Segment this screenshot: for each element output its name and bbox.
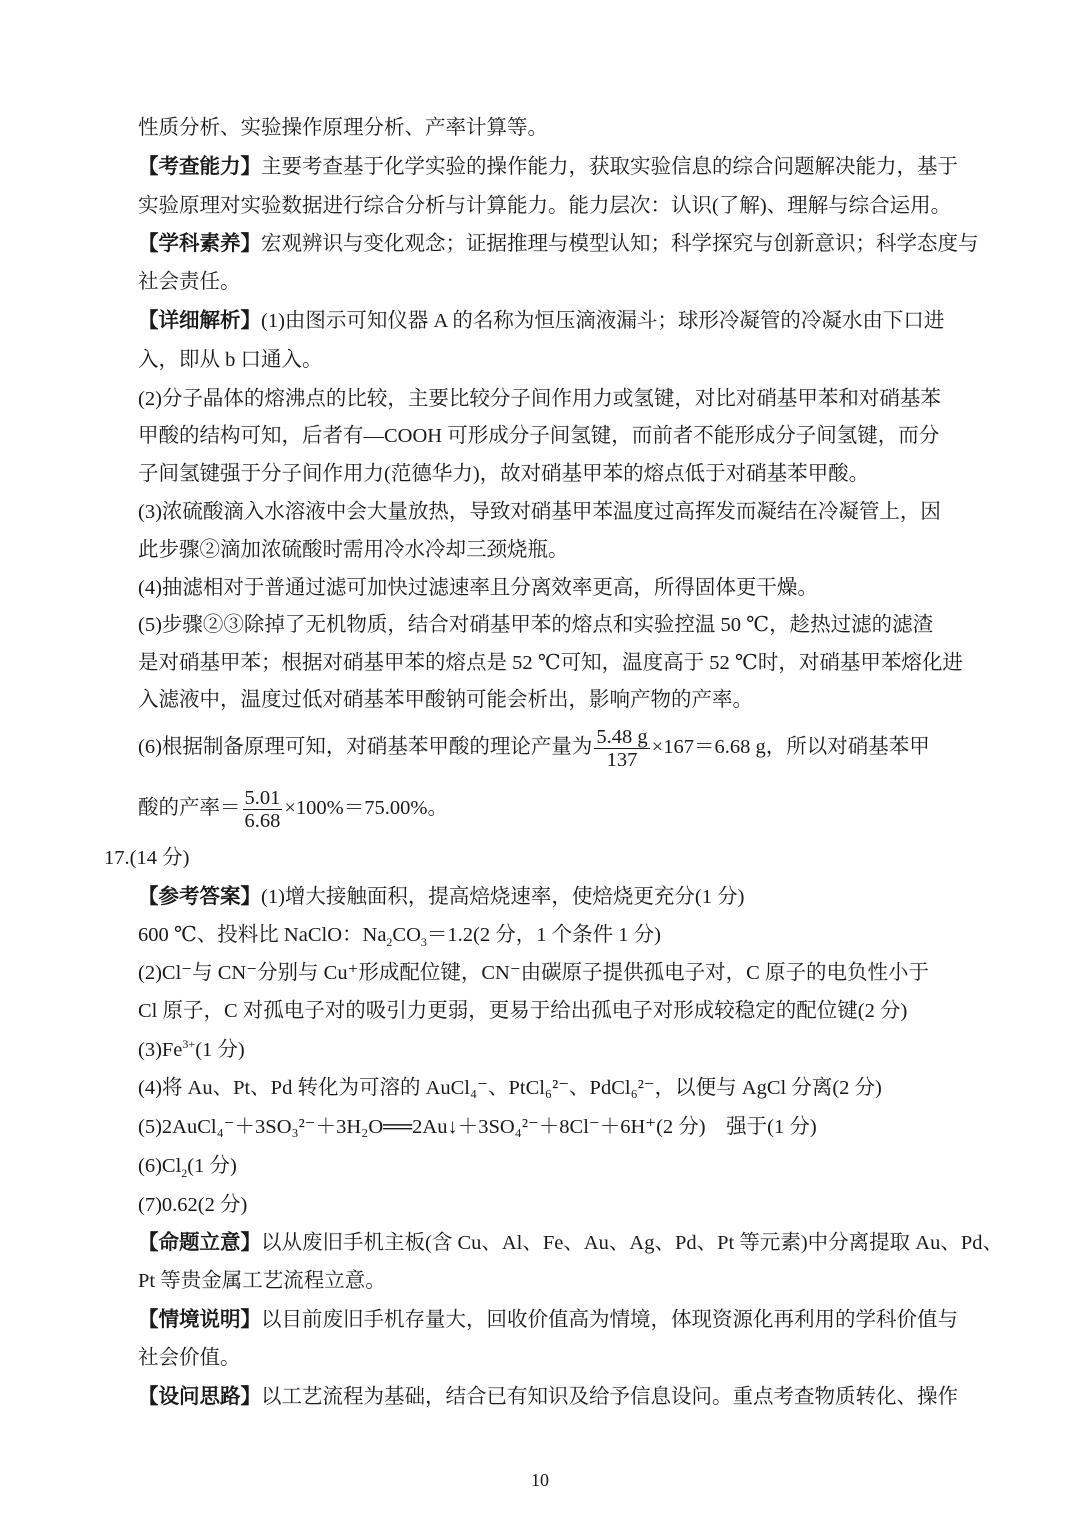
- fraction: [243, 787, 283, 832]
- text-line: Cl 原子，C 对孤电子对的吸引力更弱，更易于给出孤电子对形成较稳定的配位键(2 分): [138, 1000, 908, 1022]
- text-line: (4)抽滤相对于普通过滤可加快过滤速率且分离效率更高，所得固体更干燥。: [138, 577, 818, 599]
- text-line: 【学科素养】宏观辨识与变化观念；证据推理与模型认知；科学探究与创新意识；科学态度与: [138, 233, 979, 255]
- fraction-denominator: 6.68: [244, 809, 281, 832]
- section-heading: 【参考答案】: [138, 886, 261, 908]
- fraction-denominator: 137: [606, 748, 638, 771]
- text-line: 【考查能力】主要考查基于化学实验的操作能力，获取实验信息的综合问题解决能力，基于: [138, 156, 958, 178]
- text-line: 是对硝基甲苯；根据对硝基甲苯的熔点是 52 ℃可知，温度高于 52 ℃时，对硝基甲苯熔化进: [138, 652, 963, 674]
- text-line: (2)Cl⁻与 CN⁻分别与 Cu⁺形成配位键，CN⁻由碳原子提供孤电子对，C 原子的电负性小于: [138, 962, 929, 984]
- fraction-numerator: 5.01: [244, 786, 281, 809]
- text-line: 【设问思路】以工艺流程为基础，结合已有知识及给予信息设问。重点考查物质转化、操作: [138, 1386, 958, 1408]
- fraction: [594, 726, 649, 771]
- text-line: 【参考答案】(1)增大接触面积，提高焙烧速率，使焙烧更充分(1 分): [138, 886, 745, 908]
- section-heading: 【设问思路】: [138, 1386, 261, 1408]
- section-heading: 【详细解析】: [138, 310, 261, 332]
- fraction-numerator: 5.48 g: [596, 725, 648, 748]
- section-heading: 【命题立意】: [138, 1232, 261, 1254]
- text-line: 此步骤②滴加浓硫酸时需用冷水冷却三颈烧瓶。: [138, 539, 569, 561]
- text-line: 社会责任。: [138, 271, 241, 293]
- formula-line: 酸的产率＝ $\frac{5.01}{6.68}$ ×100%＝75.00%。: [138, 786, 448, 832]
- text-line: $(3)Fe^{3+}(1$ 分): [138, 1037, 245, 1061]
- text-line: $(6)Cl_2(1$ 分): [138, 1155, 237, 1181]
- text-line: 600 ℃、投料比 NaClO：$Na_2CO_3=1.2(2$ 分，1 个条件 1 分): [138, 924, 661, 950]
- text-line: (5)2AuCl₄⁻＋3SO₃²⁻＋3H₂O══2Au↓＋3SO₄²⁻＋8Cl⁻＋6H⁺(2 分) 强于(1 分): [138, 1116, 817, 1138]
- text-line: (7)0.62(2 分): [138, 1194, 248, 1216]
- section-heading: 【考查能力】: [138, 156, 261, 178]
- text-line: Pt 等贵金属工艺流程立意。: [138, 1270, 386, 1292]
- text-line: 实验原理对实验数据进行综合分析与计算能力。能力层次：认识(了解)、理解与综合运用。: [138, 195, 952, 217]
- text-line: 甲酸的结构可知，后者有—COOH 可形成分子间氢键，而前者不能形成分子间氢键，而分: [138, 425, 940, 447]
- text-line: 社会价值。: [138, 1347, 241, 1369]
- question-title: 17.(14 分): [104, 847, 190, 869]
- text-line: 【命题立意】以从废旧手机主板(含 Cu、Al、Fe、Au、Ag、Pd、Pt 等元素)中分离提取 Au、Pd、: [138, 1232, 1004, 1254]
- text-line: 【详细解析】(1)由图示可知仪器 A 的名称为恒压滴液漏斗；球形冷凝管的冷凝水由下口进: [138, 310, 945, 332]
- text-line: 入，即从 b 口通入。: [138, 349, 323, 371]
- text-line: 入滤液中，温度过低对硝基苯甲酸钠可能会析出，影响产物的产率。: [138, 689, 753, 711]
- text-line: 【情境说明】以目前废旧手机存量大，回收价值高为情境，体现资源化再利用的学科价值与: [138, 1309, 958, 1331]
- text-line: 子间氢键强于分子间作用力(范德华力)，故对硝基甲苯的熔点低于对硝基苯甲酸。: [138, 463, 870, 485]
- text-line: (5)步骤②③除掉了无机物质，结合对硝基甲苯的熔点和实验控温 50 ℃，趁热过滤的滤渣: [138, 614, 934, 636]
- text-line: 性质分析、实验操作原理分析、产率计算等。: [138, 117, 548, 139]
- formula-line: (6)根据制备原理可知，对硝基苯甲酸的理论产量为 $\frac{5.48 g}{137}$ ×167＝6.68 g，所以对硝基苯甲: [138, 725, 930, 771]
- section-heading: 【学科素养】: [138, 233, 261, 255]
- text-line: (4)将 Au、Pt、Pd 转化为可溶的 AuCl₄⁻、PtCl₆²⁻、PdCl₆²⁻，以便与 AgCl 分离(2 分): [138, 1077, 882, 1099]
- text-line: (3)浓硫酸滴入水溶液中会大量放热，导致对硝基甲苯温度过高挥发而凝结在冷凝管上，因: [138, 501, 941, 523]
- page-number: 10: [531, 1470, 549, 1490]
- section-heading: 【情境说明】: [138, 1309, 261, 1331]
- text-line: (2)分子晶体的熔沸点的比较，主要比较分子间作用力或氢键，对比对硝基甲苯和对硝基苯: [138, 388, 941, 410]
